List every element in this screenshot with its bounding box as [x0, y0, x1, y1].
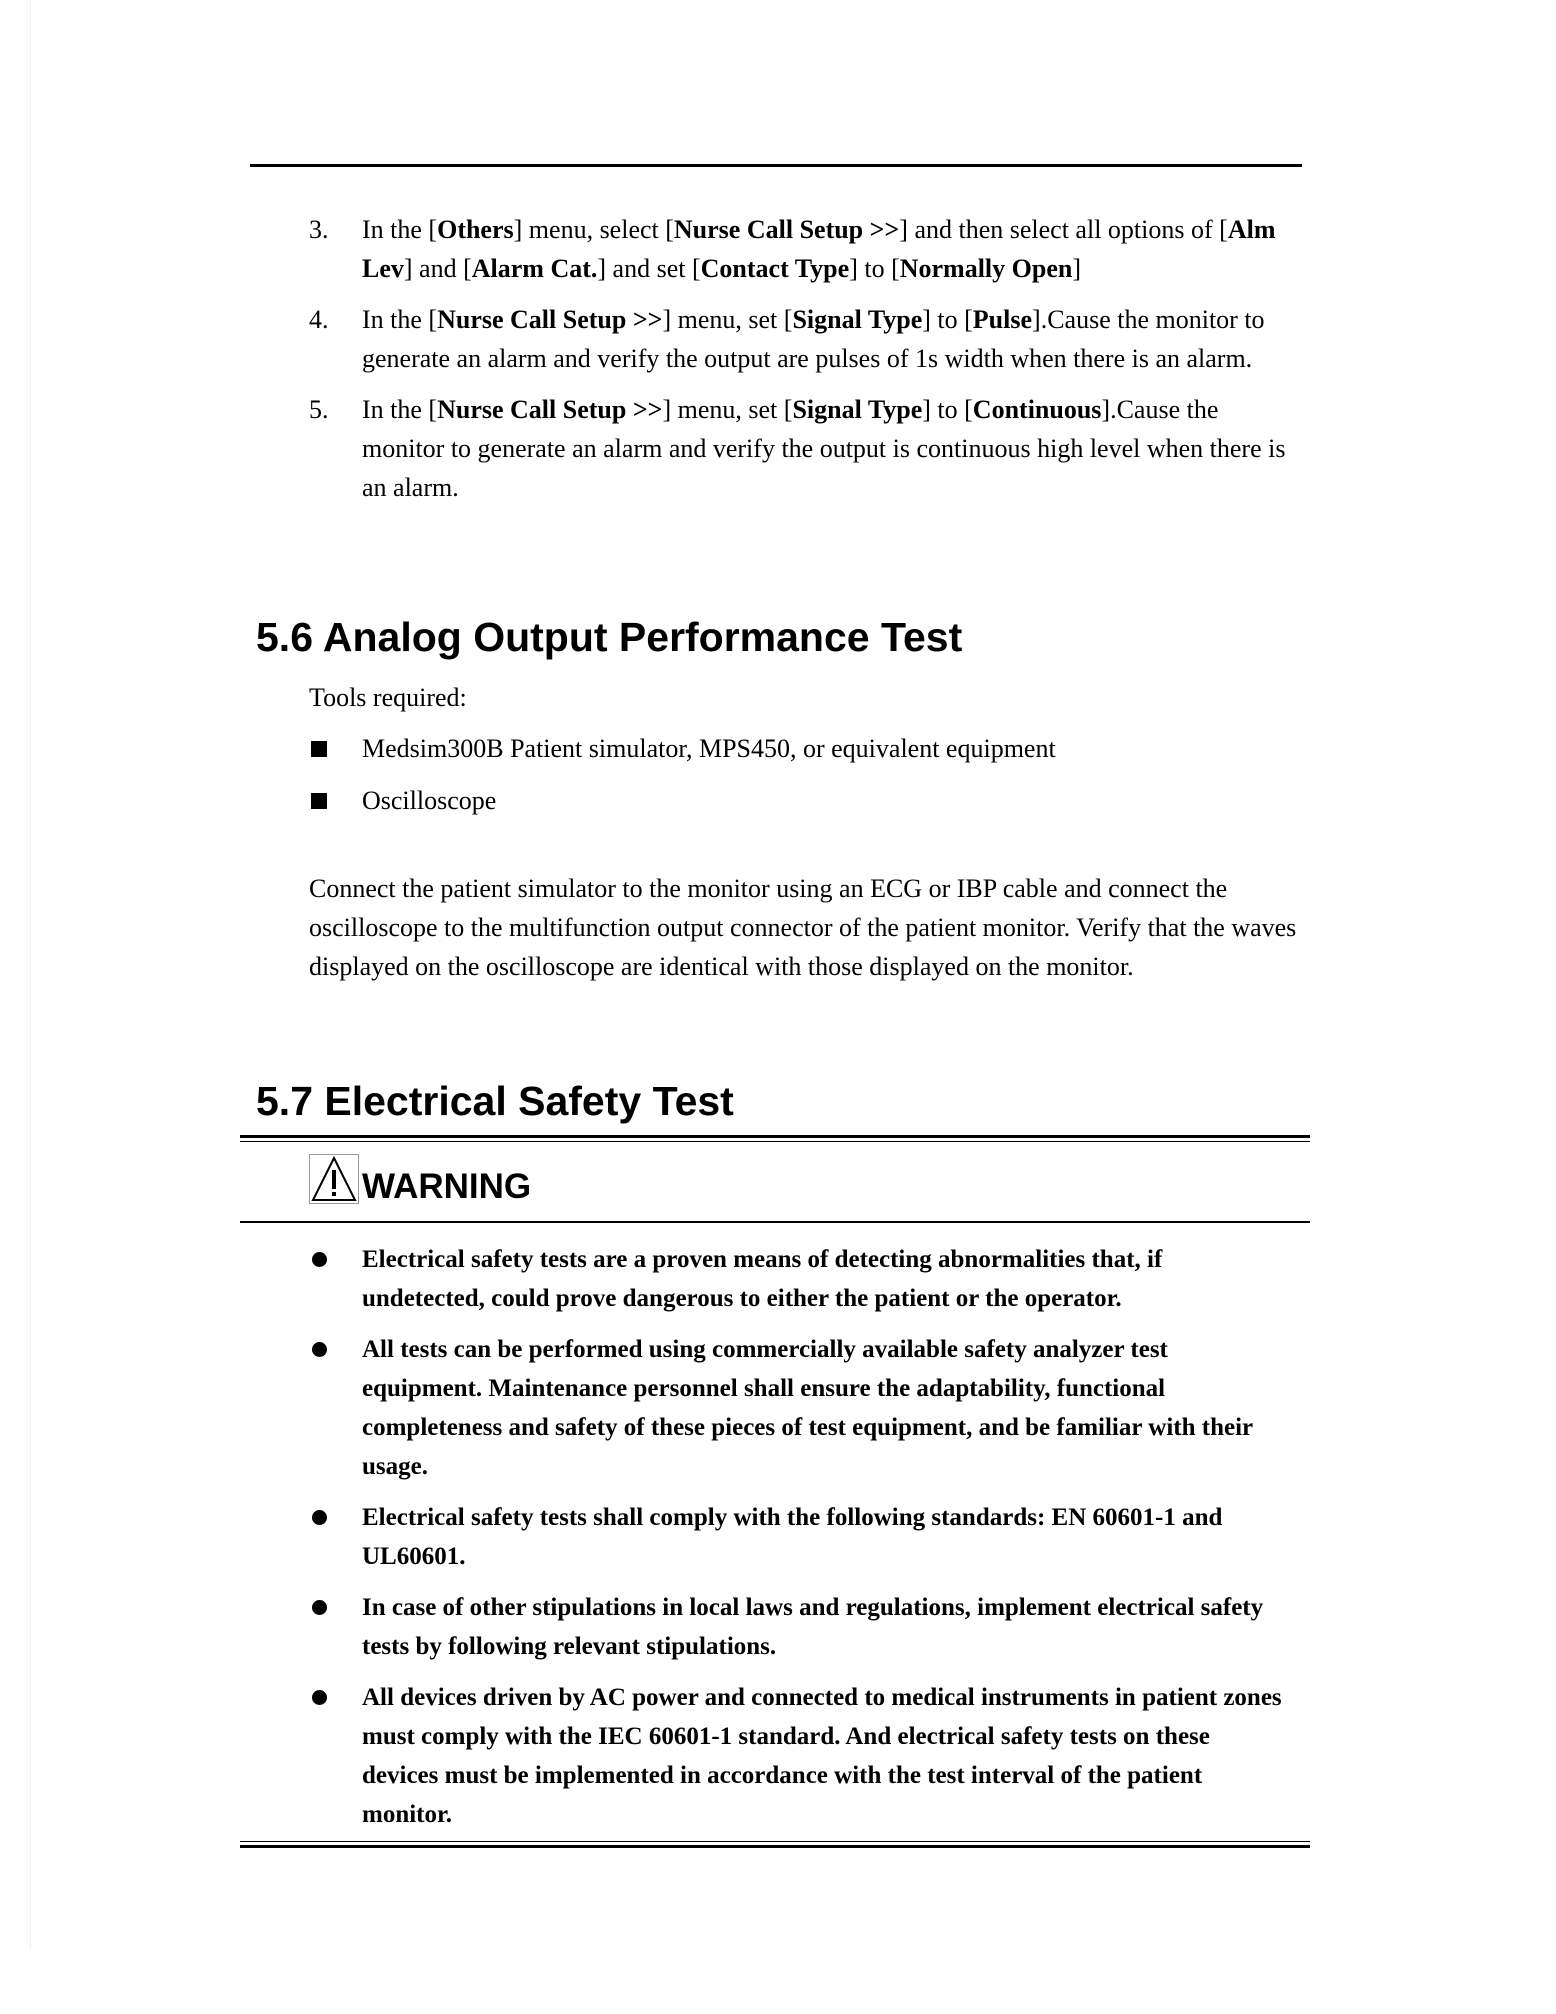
tool-label: Oscilloscope [362, 786, 497, 815]
step-text-run: ] to [ [922, 305, 973, 334]
tool-label: Medsim300B Patient simulator, MPS450, or equivalent equipment [362, 734, 1056, 763]
warning-top-rule-thin [240, 1141, 1310, 1142]
step-text-run: In the [ [362, 215, 438, 244]
step-text [362, 390, 1307, 507]
warning-text: Electrical safety tests are a proven means of detecting abnormalities that, if undetected, could prove dangerous to either the patient or the operator. [362, 1246, 1163, 1312]
warning-triangle-icon [309, 1154, 359, 1204]
warning-title: WARNING [362, 1167, 532, 1206]
menu-term: Pulse [972, 305, 1033, 334]
bullet-dot-icon [312, 1510, 327, 1525]
bullet-dot-icon [312, 1690, 327, 1705]
menu-term: Signal Type [792, 395, 923, 424]
tools-required-label: Tools required: [309, 683, 467, 712]
menu-term: Alarm Cat. [471, 254, 598, 283]
warning-text: All devices driven by AC power and connected to medical instruments in patient zones must comply with the IEC 60601-1 standard. And electrical safety tests on these devices must be implemented in accordance with the test interval of the patient monitor. [362, 1684, 1282, 1828]
step-text-run: ].Cause the monitor to generate an alarm and verify the output is continuous high level when there is an alarm. [362, 395, 1286, 502]
menu-term: Continuous [972, 395, 1102, 424]
menu-term: Others [437, 215, 514, 244]
bullet-dot-icon [312, 1600, 327, 1615]
menu-term: Nurse Call Setup >> [673, 215, 900, 244]
step-text [362, 300, 1307, 378]
connection-instructions: Connect the patient simulator to the monitor using an ECG or IBP cable and connect the oscilloscope to the multifunction output connector of the patient monitor. Verify that the waves displayed on the oscilloscope are identical with those displayed on the monitor. [309, 874, 1297, 981]
warning-text: In case of other stipulations in local laws and regulations, implement electrical safety tests by following relevant stipulations. [362, 1594, 1264, 1660]
menu-term: Nurse Call Setup >> [437, 305, 663, 334]
section-heading-5-7: 5.7 Electrical Safety Test [256, 1078, 734, 1124]
step-text-run: ] [1072, 254, 1082, 283]
bullet-dot-icon [312, 1252, 327, 1267]
step-text-run: ] to [ [922, 395, 973, 424]
menu-term: Normally Open [899, 254, 1073, 283]
warning-bottom-rule [240, 1845, 1310, 1848]
step-text-run: ] and [ [403, 254, 472, 283]
warning-bottom-rule-thin [240, 1841, 1310, 1842]
bullet-dot-icon [312, 1342, 327, 1357]
menu-term: Signal Type [792, 305, 923, 334]
step-text-run: ] menu, set [ [662, 305, 793, 334]
warning-top-rule [240, 1135, 1310, 1138]
step-text-run: In the [ [362, 395, 438, 424]
step-text-run: ] menu, select [ [513, 215, 674, 244]
step-number: 3. [309, 215, 329, 244]
step-number: 5. [309, 395, 329, 424]
step-text-run: ] to [ [849, 254, 900, 283]
warning-divider [240, 1221, 1310, 1223]
step-text [362, 210, 1307, 288]
menu-term: Nurse Call Setup >> [437, 395, 663, 424]
menu-term: Alm Lev [362, 215, 1276, 283]
warning-text: All tests can be performed using commercially available safety analyzer test equipment. Maintenance personnel shall ensure the adaptability, functional completeness and safety of these pieces of test equipment, and be familiar with their usage. [362, 1336, 1253, 1480]
menu-term: Contact Type [700, 254, 850, 283]
step-text-run: In the [ [362, 305, 438, 334]
section-heading-5-6: 5.6 Analog Output Performance Test [256, 614, 963, 660]
step-text-run: ] menu, set [ [662, 395, 793, 424]
page-edge [30, 0, 31, 1950]
step-text-run: ] and then select all options of [ [899, 215, 1228, 244]
square-bullet-icon [311, 741, 327, 757]
step-text-run: ] and set [ [597, 254, 701, 283]
step-text-run: ].Cause the monitor to generate an alarm and verify the output are pulses of 1s width when there is an alarm. [362, 305, 1265, 373]
header-rule [250, 164, 1302, 167]
step-number: 4. [309, 305, 329, 334]
square-bullet-icon [311, 793, 327, 809]
warning-text: Electrical safety tests shall comply with the following standards: EN 60601-1 and UL60601. [362, 1504, 1223, 1570]
